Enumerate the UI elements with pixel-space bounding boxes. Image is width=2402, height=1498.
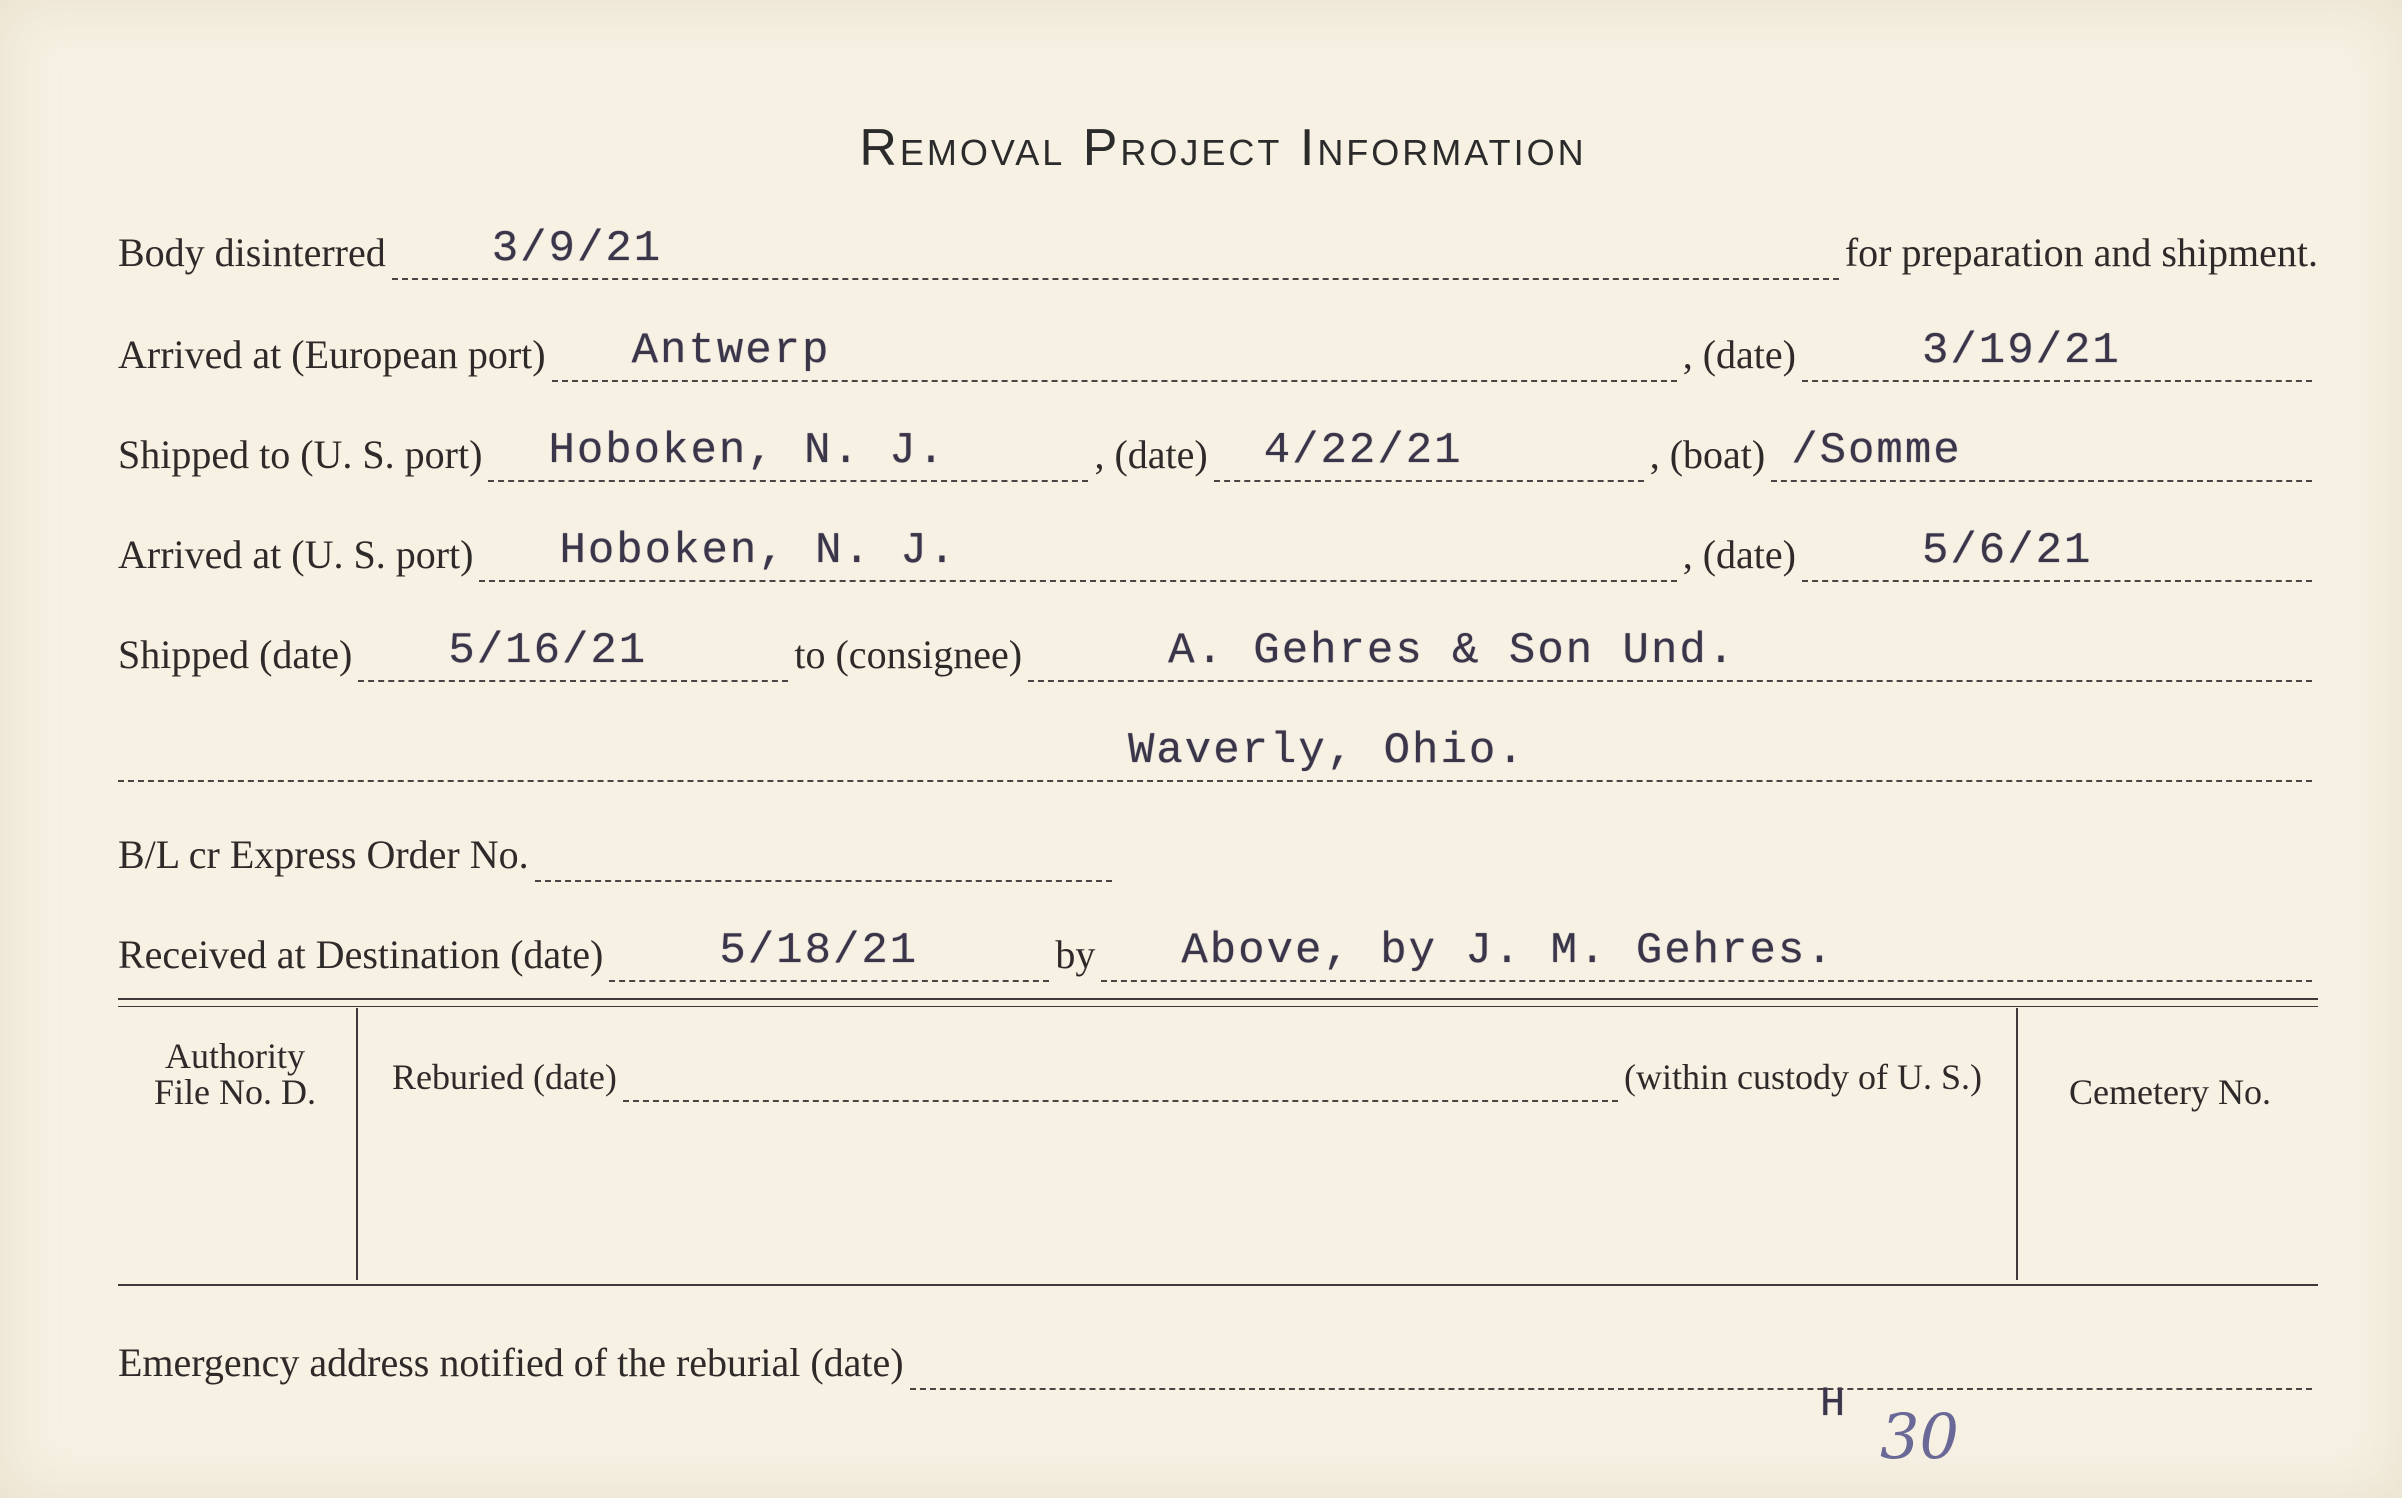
box-top-rule [118, 998, 2318, 1000]
consignee-field[interactable] [1028, 620, 2312, 682]
page-title: Removal Project Information [859, 119, 1587, 177]
reburied-field[interactable] [623, 1060, 1618, 1102]
disinterred-field[interactable] [392, 218, 1839, 280]
disinterred-suffix: for preparation and shipment. [1844, 230, 2318, 275]
reburied-label: Reburied (date) [392, 1057, 617, 1097]
shipped-label: Shipped (date) [118, 632, 353, 677]
authority-label [120, 1038, 350, 1110]
received-date: 5/18/21 [719, 926, 919, 976]
shipped-date-field[interactable] [358, 620, 788, 682]
arrived-us-port: Hoboken, N. J. [559, 526, 958, 576]
consignee-label: to (consignee) [794, 632, 1023, 677]
authority-line2: File No. D. [154, 1072, 316, 1112]
shipped-us-date-label: , (date) [1094, 432, 1208, 477]
bl-label: B/L cr Express Order No. [118, 832, 529, 877]
consignee-address-field[interactable] [118, 720, 2312, 782]
mark-letter: H [1820, 1380, 1848, 1428]
row-arrived-us [118, 512, 2318, 582]
row-shipped-us [118, 412, 2318, 482]
box-bottom-rule [118, 1284, 2318, 1286]
received-by-label: by [1055, 932, 1096, 977]
consignee-name: A. Gehres & Son Und. [1168, 626, 1737, 676]
shipped-us-field[interactable] [488, 420, 1088, 482]
emergency-field[interactable] [910, 1328, 2312, 1390]
box-top-rule-inner [118, 1006, 2318, 1007]
arrived-us-label: Arrived at (U. S. port) [118, 532, 474, 577]
handwritten-number: 30 [1880, 1400, 1959, 1473]
received-by-field[interactable] [1101, 920, 2312, 982]
shipped-date: 5/16/21 [448, 626, 648, 676]
disinterred-date: 3/9/21 [491, 224, 663, 274]
row-reburied [392, 1052, 1982, 1102]
arrived-us-date-field[interactable] [1802, 520, 2312, 582]
cemetery-label: Cemetery No. [2069, 1072, 2271, 1112]
row-received [118, 912, 2318, 982]
box-divider-right [2016, 1008, 2018, 1280]
row-consignee-address [118, 712, 2318, 782]
european-date-field[interactable] [1802, 320, 2312, 382]
european-port-field[interactable] [552, 320, 1677, 382]
european-date-value: 3/19/21 [1922, 326, 2121, 376]
row-european-port [118, 312, 2318, 382]
european-port-label: Arrived at (European port) [118, 332, 546, 377]
arrived-us-date-label: , (date) [1682, 532, 1796, 577]
authority-line1: Authority [165, 1036, 305, 1076]
row-emergency [118, 1320, 2318, 1390]
shipped-us-boat-label: , (boat) [1649, 432, 1766, 477]
custody-label: (within custody of U. S.) [1624, 1057, 1982, 1097]
shipped-us-boat: /Somme [1791, 426, 1962, 476]
row-disinterred [118, 210, 2318, 280]
received-label: Received at Destination (date) [118, 932, 604, 977]
box-divider-left [356, 1008, 358, 1280]
received-by: Above, by J. M. Gehres. [1181, 926, 1835, 976]
bl-field[interactable] [535, 820, 1112, 882]
shipped-us-label: Shipped to (U. S. port) [118, 432, 483, 477]
received-date-field[interactable] [609, 920, 1049, 982]
shipped-us-port: Hoboken, N. J. [548, 426, 947, 476]
row-bl [118, 812, 1118, 882]
european-date-label: , (date) [1682, 332, 1796, 377]
shipped-us-date-field[interactable] [1214, 420, 1644, 482]
shipped-us-boat-field[interactable] [1771, 420, 2312, 482]
arrived-us-field[interactable] [479, 520, 1676, 582]
arrived-us-date: 5/6/21 [1922, 526, 2093, 576]
disinterred-label: Body disinterred [118, 230, 386, 275]
emergency-label: Emergency address notified of the reburial (date) [118, 1340, 904, 1385]
consignee-address: Waverly, Ohio. [1128, 726, 1526, 776]
row-shipped [118, 612, 2318, 682]
shipped-us-date: 4/22/21 [1263, 426, 1463, 476]
european-port-value: Antwerp [631, 326, 831, 376]
